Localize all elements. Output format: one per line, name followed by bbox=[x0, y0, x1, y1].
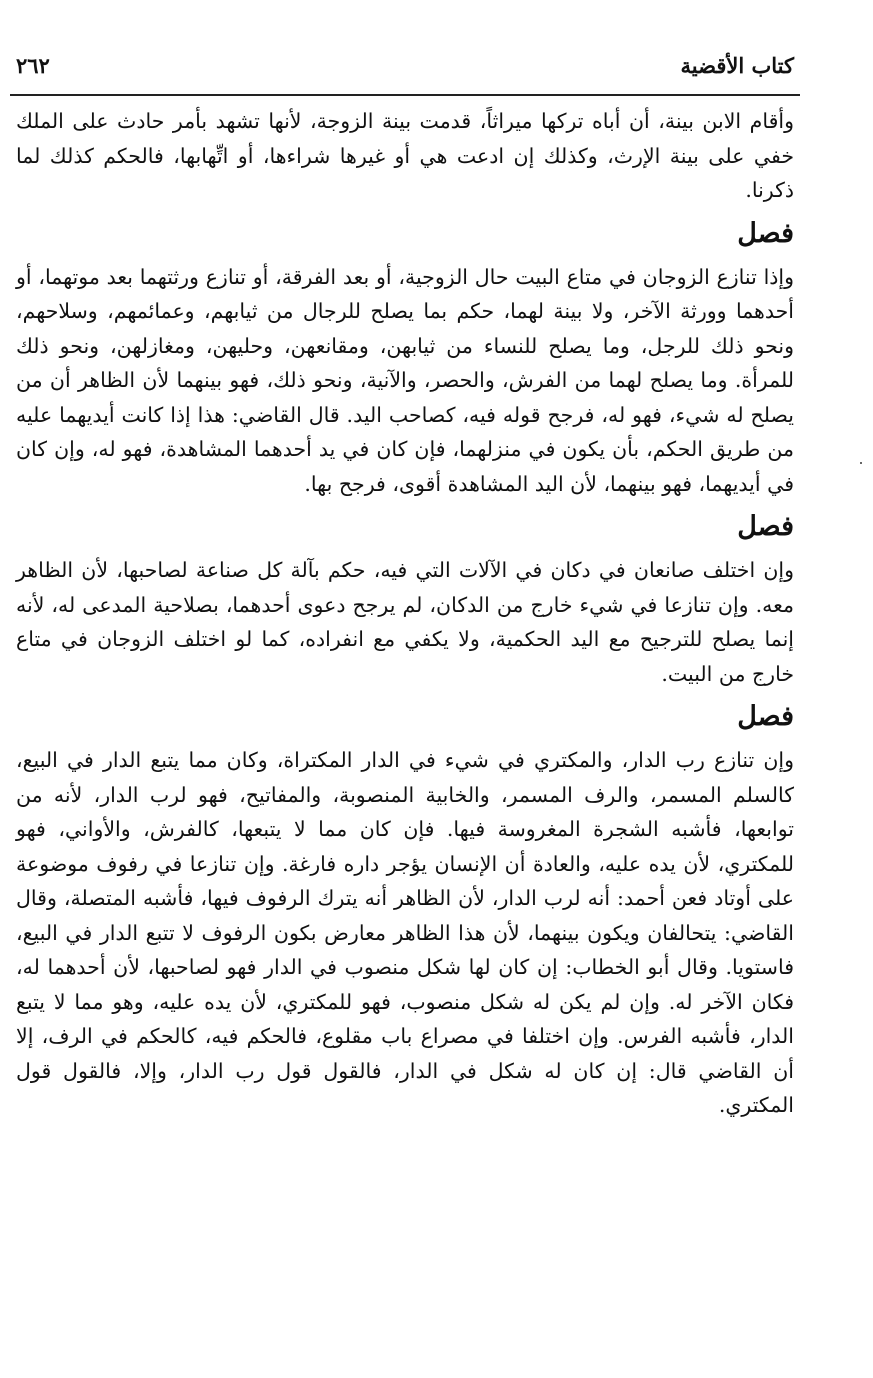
section-heading: فصل bbox=[737, 217, 794, 249]
paragraph: وإذا تنازع الزوجان في متاع البيت حال الزوجية، أو بعد الفرقة، أو تنازع ورثتهما بعد موتهما، أو أحدهما وورثة الآخر، ولا بينة لهما، حكم بما يصلح للرجال من ثيابهم، وعمائمهم، وسلاحهم، ونحو ذلك للرجل، وما يصلح للنساء من ثيابهن، ومقانعهن، وحليهن، ومغازلهن، ونحو ذلك للمرأة. وما يصلح لهما من الفرش، والحصر، والآنية، ونحو ذلك، فهو بينهما لأن الظاهر أن من يصلح له شيء، فهو له، فرجح قوله فيه، كصاحب اليد. قال القاضي: هذا إذا كانت أيديهما عليه من طريق الحكم، بأن يكون في منزلهما، فإن كان في يد أحدهما المشاهدة، فهو له، وإن كان في أيديهما، فهو بينهما، لأن اليد المشاهدة أقوى، فرجح بها. bbox=[16, 264, 794, 496]
page-number: ٢٦٢ bbox=[16, 52, 50, 78]
page-body bbox=[10, 104, 800, 1123]
running-header bbox=[10, 40, 800, 90]
section-heading: فصل bbox=[737, 701, 794, 732]
header-rule bbox=[10, 94, 800, 96]
paragraph-continuation: وأقام الابن بينة، أن أباه تركها ميراثاً، قدمت بينة الزوجة، لأنها تشهد بأمر حادث على الملك خفي على بينة الإرث، وكذلك إن ادعت هي أو غيرها شراءها، أو اتِّهابها، فالحكم كذلك لما ذكرنا. bbox=[16, 109, 794, 202]
paragraph: وإن اختلف صانعان في دكان في الآلات التي فيه، حكم بآلة كل صناعة لصاحبها، لأن الظاهر معه. وإن تنازعا في شيء خارج من الدكان، لم يرجح دعوى أحدهما، بصلاحية المدعى له، لأنه إنما يصلح للترجيح مع اليد الحكمية، ولا يكفي مع انفراده، كما لو اختلف الزوجان في متاع خارج من البيت. bbox=[16, 558, 794, 686]
paragraph: وإن تنازع رب الدار، والمكتري في شيء في الدار المكتراة، وكان مما يتبع الدار في البيع، كالسلم المسمر، والرف المسمر، والخابية المنصوبة، والمفاتيح، فهو لرب الدار، لأنه من توابعها، فأشبه الشجرة المغروسة فيها. فإن كان مما لا يتبعها، كالفرش، والأواني، فهو للمكتري، لأن يده عليه، والعادة أن الإنسان يؤجر داره فارغة. وإن تنازعا في رفوف موضوعة على أوتاد فعن أحمد: أنه لرب الدار، لأن الظاهر أنه يترك الرفوف فيها، فأشبه المتصلة، وقال القاضي: يتحالفان ويكون بينهما، لأن هذا الظاهر معارض بكون الرفوف لا تتبع الدار في البيع، فاستويا. وقال أبو الخطاب: إن كان لها شكل منصوب في الدار فهو لصاحبها، لأن أحدهما له، فكان الآخر له. وإن لم يكن له شكل منصوب، فهو للمكتري، لأن يده عليه، وهو مما لا يتبع الدار، فأشبه الفرس. وإن اختلفا في مصراع باب مقلوع، فالحكم فيه، كالحكم في الرف، إلا أن القاضي قال: إن كان له شكل في الدار، فالقول قول رب الدار، وإلا، فالقول قول المكتري. bbox=[16, 748, 794, 1117]
scan-speck bbox=[860, 462, 862, 464]
section-heading: فصل bbox=[737, 511, 794, 542]
header-title: كتاب الأقضية bbox=[680, 52, 794, 78]
book-page bbox=[10, 40, 800, 1123]
